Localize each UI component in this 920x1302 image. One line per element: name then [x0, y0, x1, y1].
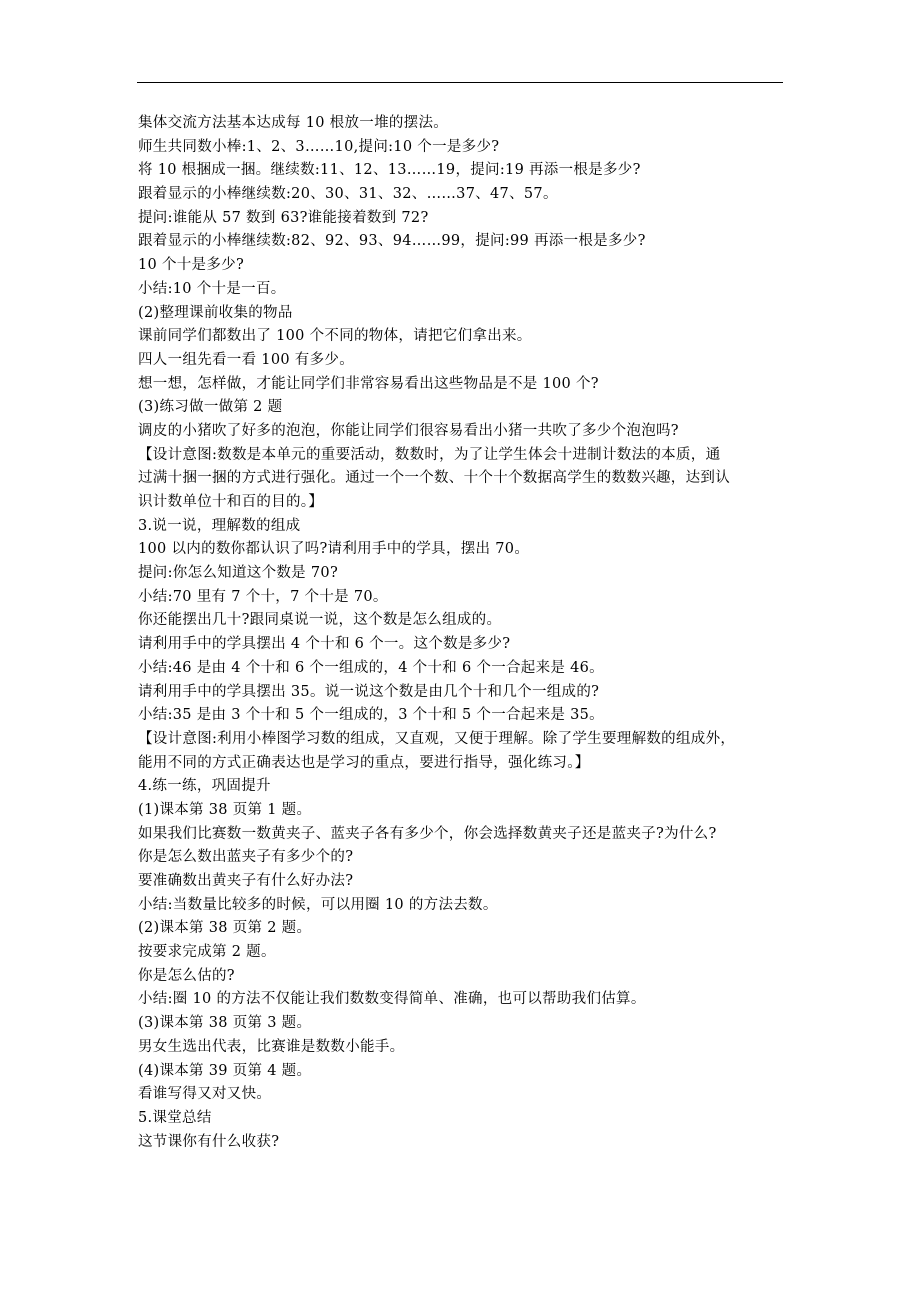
exercise-heading: (3)课本第 38 页第 3 题。 — [138, 1015, 312, 1032]
text-line: 请利用手中的学具摆出 4 个十和 6 个一。这个数是多少? — [138, 636, 511, 653]
text-line: 调皮的小猪吹了好多的泡泡，你能让同学们很容易看出小猪一共吹了多少个泡泡吗? — [138, 422, 679, 439]
section-heading: 4.练一练，巩固提升 — [138, 778, 271, 795]
section-heading: 5.课堂总结 — [138, 1109, 212, 1126]
section-heading: 3.说一说，理解数的组成 — [138, 517, 301, 534]
text-line: 你还能摆出几十?跟同桌说一说，这个数是怎么组成的。 — [138, 612, 502, 629]
text-line: 课前同学们都数出了 100 个不同的物体，请把它们拿出来。 — [138, 328, 532, 345]
design-intent-note: 【设计意图:数数是本单元的重要活动，数数时，为了让学生体会十进制计数法的本质，通 — [138, 446, 721, 463]
text-line: 将 10 根捆成一捆。继续数:11、12、13……19，提问:19 再添一根是多少? — [138, 162, 641, 179]
exercise-heading: (2)课本第 38 页第 2 题。 — [138, 920, 312, 937]
text-line: 跟着显示的小棒继续数:82、92、93、94……99，提问:99 再添一根是多少? — [138, 233, 646, 250]
text-line: 你是怎么估的? — [138, 967, 235, 984]
text-line: 跟着显示的小棒继续数:20、30、31、32、……37、47、57。 — [138, 186, 558, 203]
text-line: 请利用手中的学具摆出 35。说一说这个数是由几个十和几个一组成的? — [138, 683, 600, 700]
text-line: 看谁写得又对又快。 — [138, 1086, 272, 1103]
text-line: 小结:35 是由 3 个十和 5 个一组成的，3 个十和 5 个一合起来是 35。 — [138, 707, 604, 724]
text-line: 要准确数出黄夹子有什么好办法? — [138, 873, 354, 889]
design-intent-note: 【设计意图:利用小棒图学习数的组成，又直观，又便于理解。除了学生要理解数的组成外， — [138, 730, 736, 747]
exercise-heading: (1)课本第 38 页第 1 题。 — [138, 801, 312, 818]
text-line: 如果我们比赛数一数黄夹子、蓝夹子各有多少个，你会选择数黄夹子还是蓝夹子?为什么? — [138, 825, 717, 842]
text-line: 四人一组先看一看 100 有多少。 — [138, 351, 354, 368]
text-line: 小结:46 是由 4 个十和 6 个一组成的，4 个十和 6 个一合起来是 46。 — [138, 659, 604, 676]
text-line: 10 个十是多少? — [138, 257, 245, 274]
section-heading: (3)练习做一做第 2 题 — [138, 399, 283, 416]
text-line: 提问:谁能从 57 数到 63?谁能接着数到 72? — [138, 209, 429, 226]
design-intent-note: 过满十捆一捆的方式进行强化。通过一个一个数、十个十个数据高学生的数数兴趣，达到认 — [138, 470, 730, 487]
text-line: 男女生选出代表，比赛谁是数数小能手。 — [138, 1038, 405, 1055]
text-line: 想一想，怎样做，才能让同学们非常容易看出这些物品是不是 100 个? — [138, 375, 599, 392]
design-intent-note: 能用不同的方式正确表达也是学习的重点，要进行指导，强化练习。】 — [138, 754, 590, 771]
header-rule — [137, 82, 783, 83]
text-line: 你是怎么数出蓝夹子有多少个的? — [138, 849, 354, 866]
design-intent-note: 识计数单位十和百的目的。】 — [138, 494, 324, 510]
text-line: 师生共同数小棒:1、2、3……10,提问:10 个一是多少? — [138, 138, 500, 155]
text-line: 小结:圈 10 的方法不仅能让我们数数变得简单、准确，也可以帮助我们估算。 — [138, 991, 646, 1008]
text-line: 小结:当数量比较多的时候，可以用圈 10 的方法去数。 — [138, 896, 498, 913]
document-body — [138, 112, 788, 1154]
text-line: 这节课你有什么收获? — [138, 1133, 280, 1150]
exercise-heading: (4)课本第 39 页第 4 题。 — [138, 1062, 312, 1079]
text-line: 小结:10 个十是一百。 — [138, 280, 286, 297]
text-line: 100 以内的数你都认识了吗?请利用手中的学具，摆出 70。 — [138, 541, 530, 558]
text-line: 小结:70 里有 7 个十，7 个十是 70。 — [138, 588, 388, 605]
text-line: 提问:你怎么知道这个数是 70? — [138, 565, 339, 582]
text-line: 按要求完成第 2 题。 — [138, 944, 276, 961]
text-line: 集体交流方法基本达成每 10 根放一堆的摆法。 — [138, 115, 449, 131]
section-heading: (2)整理课前收集的物品 — [138, 304, 293, 321]
